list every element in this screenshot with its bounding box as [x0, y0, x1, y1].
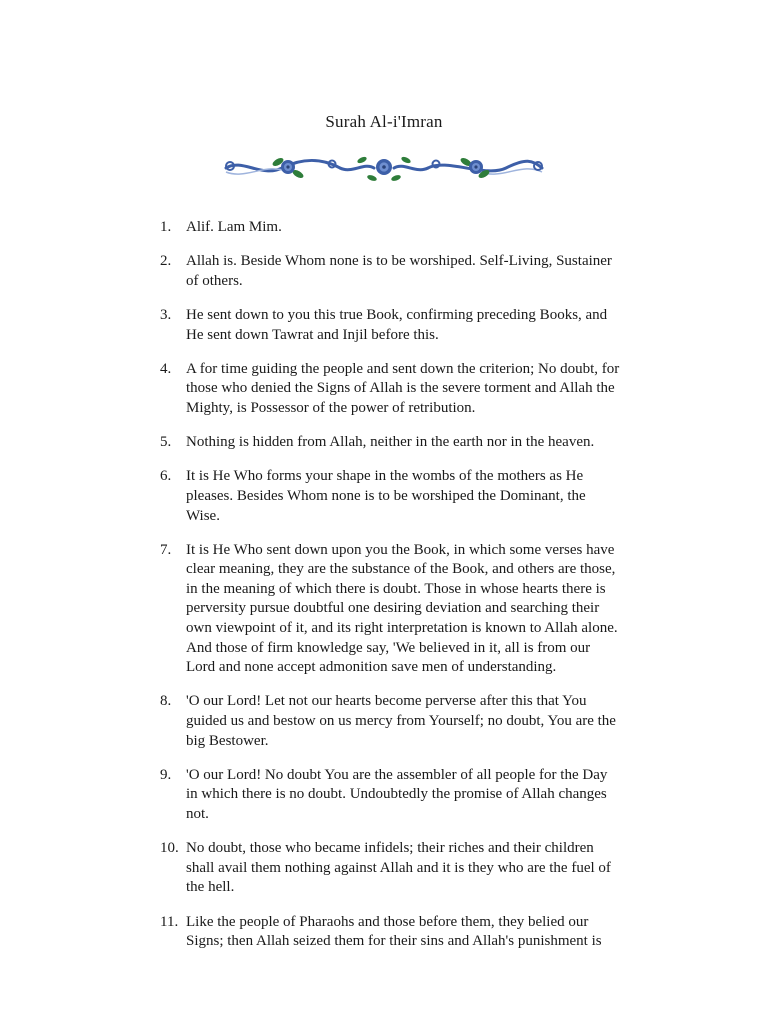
floral-scroll-divider-icon	[222, 150, 546, 184]
verse-number: 1.	[160, 219, 172, 235]
page-title: Surah Al-i'Imran	[325, 112, 443, 131]
list-item	[160, 252, 620, 291]
list-item	[160, 360, 620, 419]
verse-number: 4.	[160, 360, 172, 377]
verse-text: It is He Who sent down upon you the Book, in which some verses have clear meaning, they are the substance of the Book, and others are those, in the meaning of which there is doubt. Those in whose hearts there is perversity pursue doubtful one desiring deviation and searching their own viewpoint of it, and its right interpretation is known to Allah alone. And those of firm knowledge say, 'We believed in it, all is from our Lord and none accept admonition save men of understanding.	[186, 541, 618, 676]
verse-text: 'O our Lord! Let not our hearts become perverse after this that You guided us and bestow on us mercy from Yourself; no doubt, You are the big Bestower.	[186, 693, 616, 749]
verse-number: 9.	[160, 766, 172, 783]
list-item	[160, 913, 620, 952]
verse-number: 2.	[160, 253, 172, 270]
verse-text: No doubt, those who became infidels; their riches and their children shall avail them nothing against Allah and it is they who are the fuel of the hell.	[186, 840, 611, 896]
verse-number: 11.	[160, 913, 179, 930]
verse-number: 6.	[160, 468, 172, 485]
list-item	[160, 839, 620, 898]
verse-list	[160, 218, 620, 966]
list-item	[160, 306, 620, 345]
verse-number: 8.	[160, 693, 172, 710]
verse-number: 5.	[160, 434, 172, 451]
verse-text: Nothing is hidden from Allah, neither in the earth nor in the heaven.	[186, 434, 595, 451]
verse-text: He sent down to you this true Book, confirming preceding Books, and He sent down Tawrat and Injil before this.	[186, 306, 608, 343]
verse-text: A for time guiding the people and sent down the criterion; No doubt, for those who denied the Signs of Allah is the severe torment and Allah the Mighty, is Possessor of the power of retribution.	[186, 360, 620, 416]
verse-text: Allah is. Beside Whom none is to be worshiped. Self-Living, Sustainer of others.	[186, 253, 612, 289]
list-item	[160, 467, 620, 526]
list-item	[160, 541, 620, 678]
verse-number: 3.	[160, 306, 172, 323]
verse-text: 'O our Lord! No doubt You are the assembler of all people for the Day in which there is no doubt. Undoubtedly the promise of Allah changes not.	[186, 766, 608, 822]
list-item	[160, 766, 620, 825]
list-item	[160, 218, 620, 238]
verse-text: Like the people of Pharaohs and those before them, they belied our Signs; then Allah seized them for their sins and Allah's punishment is	[186, 913, 602, 950]
verse-number: 10.	[160, 840, 179, 857]
list-item	[160, 433, 620, 453]
verse-text: It is He Who forms your shape in the wombs of the mothers as He pleases. Besides Whom none is to be worshiped the Dominant, the Wise.	[186, 468, 586, 524]
list-item	[160, 692, 620, 751]
verse-number: 7.	[160, 541, 172, 558]
verse-text: Alif. Lam Mim.	[186, 219, 282, 235]
